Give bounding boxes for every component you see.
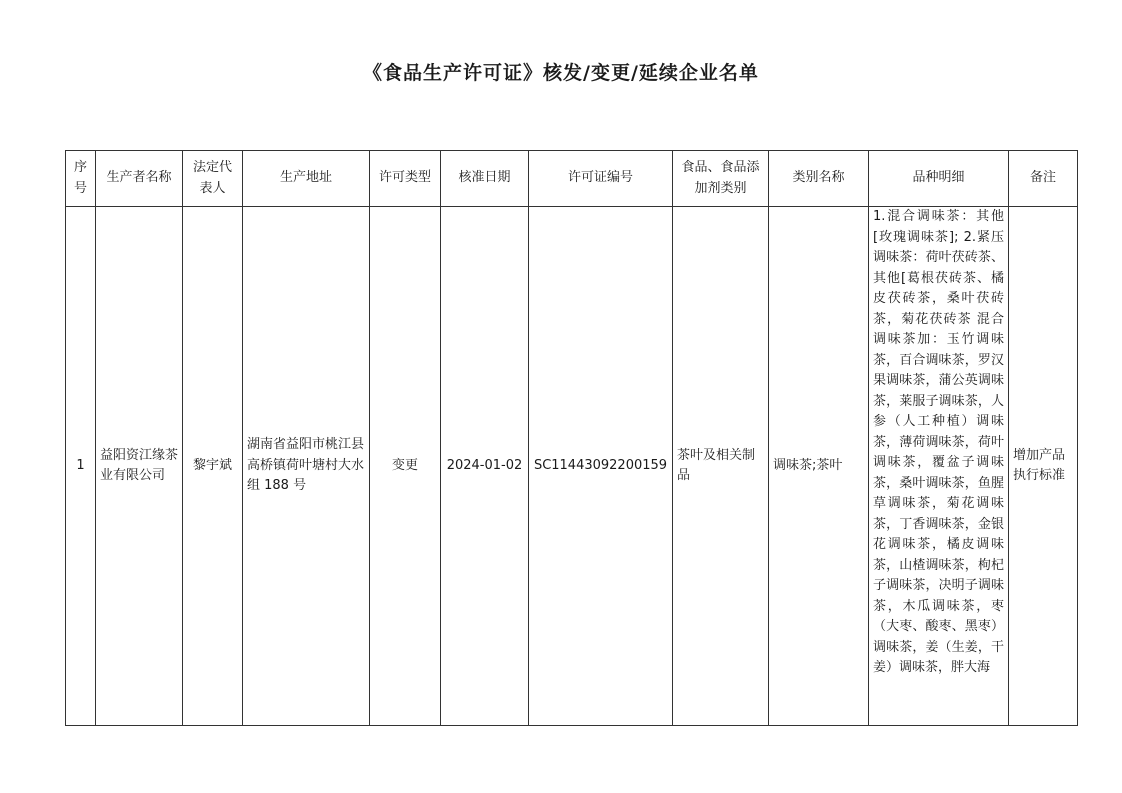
header-variety-detail: 品种明细: [869, 151, 1009, 207]
header-seq: 序号: [66, 151, 96, 207]
cell-approval-date: 2024-01-02: [441, 207, 529, 726]
cell-remarks: 增加产品执行标准: [1009, 207, 1078, 726]
cell-producer: 益阳资江缘茶业有限公司: [96, 207, 183, 726]
header-food-category: 食品、食品添加剂类别: [673, 151, 769, 207]
table-header: [66, 151, 1078, 207]
header-address: 生产地址: [243, 151, 370, 207]
license-table: [65, 150, 1078, 726]
document-title: 《食品生产许可证》核发/变更/延续企业名单: [363, 62, 759, 84]
cell-food-category: 茶叶及相关制品: [673, 207, 769, 726]
table-body: [66, 207, 1078, 726]
cell-variety-detail: [869, 207, 1009, 726]
header-producer: 生产者名称: [96, 151, 183, 207]
header-remarks: 备注: [1009, 151, 1078, 207]
variety-detail-text: 1.混合调味茶：其他[玫瑰调味茶]; 2.紧压调味茶：荷叶茯砖茶、其他[葛根茯砖茶、橘皮茯砖茶，桑叶茯砖茶，菊花茯砖茶 混合调味茶加：玉竹调味茶，百合调味茶，罗汉果调味茶，蒲公英调味茶，莱服子调味茶，人参（人工种植）调味茶，薄荷调味茶，荷叶调味茶，覆盆子调味茶，桑叶调味茶，鱼腥草调味茶，菊花调味茶，丁香调味茶，金银花调味茶，橘皮调味茶，山楂调味茶，枸杞子调味茶，决明子调味茶，木瓜调味茶，枣（大枣、酸枣、黑枣）调味茶，姜（生姜，干姜）调味茶，胖大海: [873, 209, 1004, 675]
header-approval-date: 核准日期: [441, 151, 529, 207]
header-license-no: 许可证编号: [529, 151, 673, 207]
cell-legal-rep: 黎宇斌: [183, 207, 243, 726]
header-legal-rep: 法定代表人: [183, 151, 243, 207]
header-license-type: 许可类型: [370, 151, 441, 207]
cell-seq: 1: [66, 207, 96, 726]
header-category-name: 类别名称: [769, 151, 869, 207]
table-row: [66, 207, 1078, 726]
cell-license-type: 变更: [370, 207, 441, 726]
cell-address: 湖南省益阳市桃江县高桥镇荷叶塘村大水组 188 号: [243, 207, 370, 726]
cell-category-name: 调味茶;茶叶: [769, 207, 869, 726]
cell-license-no: SC11443092200159: [529, 207, 673, 726]
header-row: [66, 151, 1078, 207]
